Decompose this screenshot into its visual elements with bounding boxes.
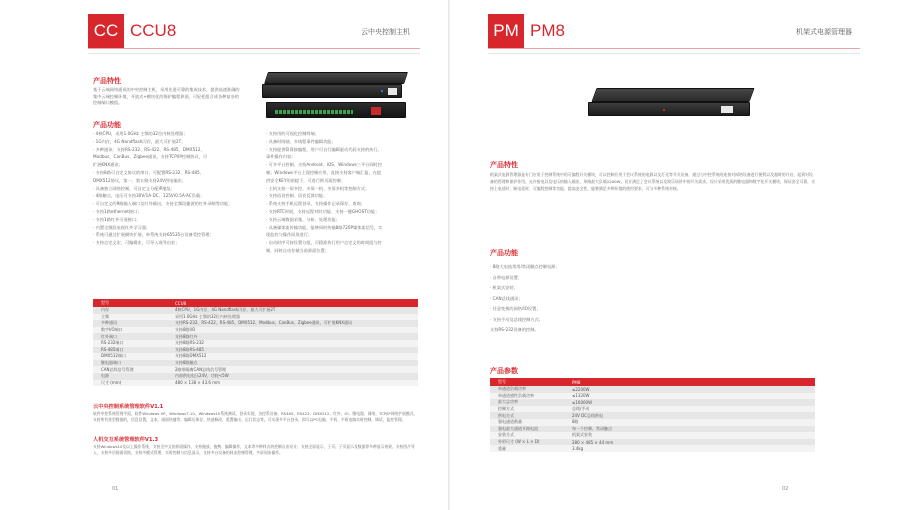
table-row: 供电方式 24V DC总线供电: [490, 412, 815, 419]
table-row: 内存 4核CPU，1G内存，4G Nandflash闪存，最大可扩展2T: [93, 307, 418, 314]
page-right: [450, 0, 900, 510]
list-item: · 具备独立网络控制，可自定义分配IP地址；: [93, 185, 175, 191]
left-functions-col1: [93, 130, 265, 247]
list-item: 供安全KEY的前提下，可进行跨页面控制；: [266, 177, 346, 183]
list-item: · CAN总线通讯；: [490, 295, 523, 301]
table-row: DMX512端口 支持8路DMX512: [93, 353, 418, 360]
list-item: DMX512协议，第一、第五路支持24V供电输出；: [93, 177, 186, 183]
list-item: Modbus、CanBus、Zigbee通讯，支持TCP/IP控制协议，可: [93, 154, 208, 160]
table-row: 尺寸 (mm) 480 × 138 × 43.6 mm: [93, 380, 418, 387]
ccu8-spec-table: [93, 299, 418, 386]
list-item: · 支持云端数据采集、分析、处理功能；: [266, 216, 340, 222]
table-row: 外形尺寸 (W × L × D) 280 × 485 × 44 mm: [490, 439, 815, 446]
right-header: [450, 14, 900, 48]
table-row: 单通道感性负载功率 ≤1320W: [490, 393, 815, 400]
table-row: CAN总线信号管理 2路带隔离CAN总线信号管理: [93, 366, 418, 373]
left-header: [0, 14, 450, 48]
ccu8-led: [381, 90, 383, 92]
list-item: · 支持自定义宏，可编辑宏，可导入或导出宏；: [93, 240, 180, 246]
list-item: · 可自定义的9路输入端口及红外输出，支持全频段捷波的红外录制等功能；: [93, 201, 233, 207]
list-item: · 自带电源设置；: [490, 274, 522, 280]
right-features-heading: 产品特性: [490, 161, 518, 169]
table-row: RS-232端口 支持8路RS-232: [93, 340, 418, 347]
table-row: 数字I/O端口 支持8路I/O: [93, 327, 418, 334]
sw1-heading: 云中央控制系统管理软件V1.1: [93, 404, 164, 410]
list-item: · 具备媒体流传输功能，能够同时传输8路720P媒体流信号，实: [266, 224, 383, 230]
right-features-text: 机架式电源管理器是专门应用于控制系统中的可编程开关模块，可以控制应用于会议系统的电源以及灯光等开关设备，通过与中控系统的连接对网络设备进行便利以及超时的开启，起到对设备的管理和保护作用。允许接电以及电压的输入输出，单路最大负载2200W，设计满足了会议系统以及娱乐场所中的开关需求。设计采用优质的继电器和数字化开关模块，保证安全可靠，支持上电延时、断电延时、可编程控制等功能，提高安全性，能够满足多种环境的使用要求，可与多种系统对接。: [490, 172, 815, 191]
left-header-rule: [88, 48, 420, 49]
ccu8-logo-plate: [388, 88, 397, 95]
right-page-title: 机架式电源管理器: [796, 28, 852, 36]
list-item: · 启动时序可按设置分组，可精准执行用户自定义的时间组与控: [266, 240, 382, 246]
table-row: 主频 采用1.0GHz 主频的32位内核处理器: [93, 314, 418, 321]
list-item: · 支持用的可视化控制终端；: [266, 131, 319, 136]
ccu8-top-panel: [264, 72, 408, 84]
right-functions-heading: 产品功能: [490, 249, 518, 257]
list-item: · 支持8路可自定义协议的串口，可配置RS-232、RS-485、: [93, 169, 204, 175]
pm8-logo-plate: [721, 106, 733, 113]
list-item: · 1G内存，4G Nandflash闪存，最大可扩展2T；: [93, 138, 186, 144]
left-code-tab: CC: [88, 14, 124, 48]
table-row: 最大总功率 ≤16000W: [490, 399, 815, 406]
table-row: 控制方式 总线/手动: [490, 406, 815, 413]
list-item: · 支持语音控制、语音反馈功能；: [266, 193, 328, 199]
sw1-text: 软件中控系统管理平面，软件Windows XP、Windows7-10、Windows10系统测试，登录实现，各控系设备、RS485、RS422、DMX512、红外、IO、继电器、网络、TCP/IP网络扩展模式、支持所有类型数据的，信息设置，文本，画面快捷等，编辑后保存、快速修改，重置输出、运行状态等。可实现多平台登录，即可以PC电脑，手机、平板电脑实时控制，调试，监控管理。: [93, 411, 418, 422]
list-item: · 内置全频段电视红外学习器；: [93, 224, 151, 230]
table-row: 安装方式 机架式安装: [490, 432, 815, 439]
list-item: · 主机支持一屏多控、多屏一机、多屏多机等控制方式；: [266, 185, 370, 191]
right-functions-list: [490, 262, 690, 336]
right-page-number: 02: [782, 486, 789, 492]
left-features-heading: 产品特性: [93, 77, 121, 85]
table-row: 强电通道数量 8路: [490, 419, 815, 426]
list-item: · 支持RTC时间，支持远程对时功能、支持一键GHOST功能；: [266, 208, 380, 214]
table-row: 继电器端口 支持8路触点: [93, 360, 418, 367]
table-row: 红外端口 支持8路红外: [93, 333, 418, 340]
list-item: · 8路大电流常用/常闭触点控制电源；: [490, 264, 560, 269]
list-item: · 支持1路ethernet接口；: [93, 208, 142, 214]
right-header-rule: [488, 48, 860, 49]
list-item: · 系统可通过扩展模块扩展，单系统支持65535台设备受控管理；: [93, 232, 214, 238]
right-code-tab: PM: [488, 14, 524, 48]
ccu8-front-panel: [262, 84, 402, 98]
ccu8-rear-panel: [266, 102, 406, 118]
right-params-heading: 产品参数: [490, 367, 518, 375]
ccu8-terminal-block: [275, 110, 353, 114]
list-item: · 任意变换的网络/IO设置；: [490, 306, 541, 311]
left-page-title: 云中央控制主机: [361, 28, 410, 36]
pm8-param-table: [490, 378, 815, 452]
list-item: 事件操作内容；: [266, 154, 296, 160]
table-row: RS-485端口 支持8路RS-485: [93, 347, 418, 354]
table-row: 电源 内部供电电压24V，功耗<5W: [93, 373, 418, 380]
left-page-number: 01: [112, 486, 119, 492]
table-row: 单通道负载功率 ≤2200W: [490, 386, 815, 393]
list-item: · 支持提供算算接编程，用户可自行编辑驱动代码支持的执行。: [266, 146, 382, 152]
list-item: · 多种通讯：支持RS-232、RS-422、RS-485、DMX512、: [93, 146, 205, 152]
list-item: · 4核CPU，采用1.0GHz 主频的32位内核处理器；: [93, 131, 188, 136]
list-item: · 支持1路红外可遥接口；: [93, 216, 141, 222]
list-item: · 可多平台控制，支持Android、IOS、Windows三平台同时控: [266, 162, 382, 168]
left-header-rule-grey: [88, 53, 420, 54]
list-item: · 支持手动及总线控制方式；: [490, 316, 543, 322]
table-row: 多种通讯 支持RS-232、RS-422、RS-485、DMX512、Modbus、CanBus、Zigbee通讯，可扩展KNX通讯: [93, 320, 418, 327]
list-item: · 机架式安装；: [490, 285, 518, 290]
left-intro-text: 基于云端网络通讯的中央控制主机，采用先进可靠的集成技术，提供高速准确的集中云端控制环境，开放式+模块化的保护编程界面，可轻松组合成各种复杂的控制端口模组。: [93, 87, 240, 105]
table-row: 型号 CCU8: [93, 299, 418, 307]
pm8-product-image: [588, 88, 758, 122]
sw2-heading: 人机交互系统管理软件V1.3: [93, 437, 159, 443]
list-item: · 4路触点，电压可支持30V/1A-DC、125V/0.5A-AC负载；: [93, 193, 205, 199]
table-row: 型号 PM8: [490, 378, 815, 386]
list-item: 制，同时自动存储当前界面位置；: [266, 247, 329, 253]
list-item: 扩展KNX通讯；: [93, 162, 123, 168]
pm8-front-panel: [588, 102, 750, 116]
list-item: 支持RS-232设备的控制。: [490, 327, 539, 332]
right-header-rule-grey: [488, 53, 860, 54]
list-item: · 具备时间轴、多线程事件编辑功能；: [266, 138, 336, 144]
ccu8-power-switch: [371, 107, 381, 115]
list-item: 现监控与操作同屏进行；: [266, 232, 313, 238]
ccu8-product-image: [262, 72, 408, 120]
table-row: 重量 3.4kg: [490, 445, 815, 452]
left-functions-col2: [266, 130, 422, 255]
left-functions-heading: 产品功能: [93, 121, 121, 129]
table-row: 强电最大通道开路电流 每一个控制，常闭触点: [490, 426, 815, 433]
sw2-text: 支持Windows10及以上操作系统，支持全中文的界面操作，支持拖放，拖拽、编辑操作，文本等多种样式的控制自由设计，支持全屏显示，子页、子页显示及数据等多种显示效果，支持图片导入，支持多层画面切换，支持多模式管理，实时控制与信息显示，支持多台设备的同步控制管理，多屏同步操作。: [93, 444, 415, 455]
list-item: · 系统支持手机远程登录，支持操作记录保存、查询；: [266, 201, 365, 207]
pm8-led: [663, 109, 665, 111]
list-item: 制；Windows平台上现控制应用，直接支持客户端汇报，在提: [266, 169, 382, 175]
right-model-name: PM8: [530, 21, 565, 40]
pm8-top-panel: [591, 88, 754, 102]
left-model-name: CCU8: [130, 21, 177, 40]
